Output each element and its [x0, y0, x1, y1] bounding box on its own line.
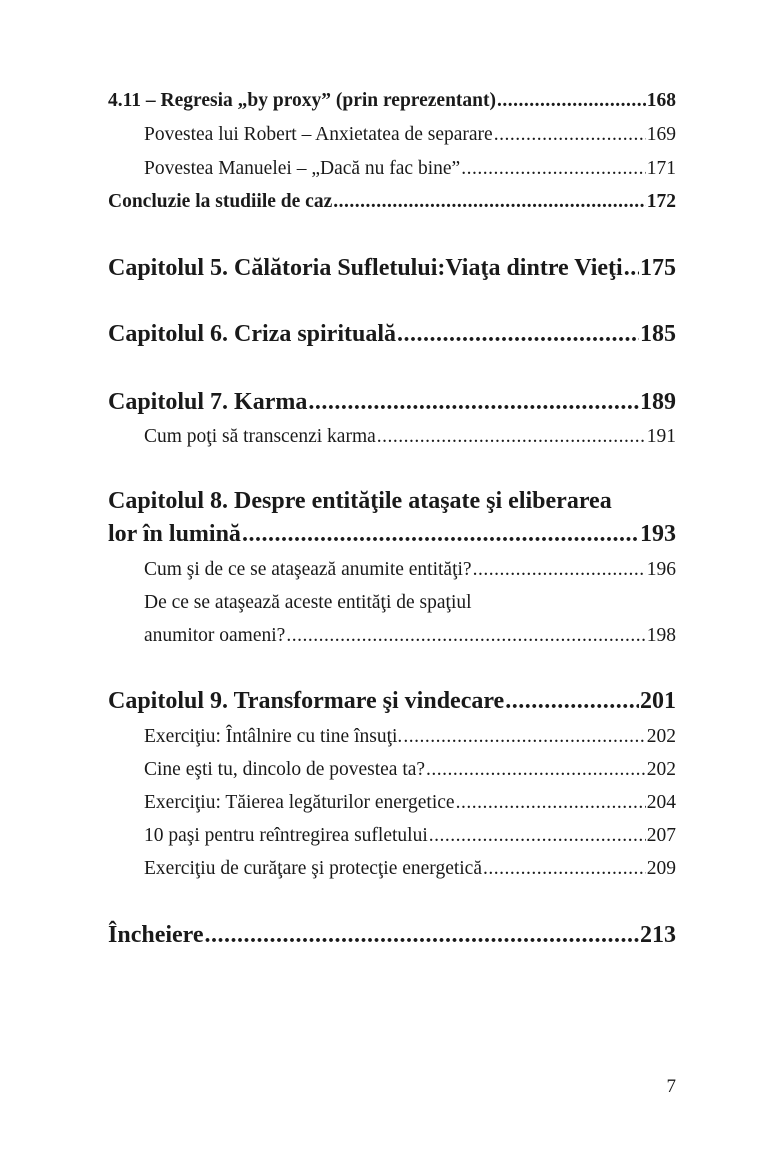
toc-page-number: 172 — [646, 191, 676, 212]
leader-dots — [333, 191, 646, 213]
toc-page-number: 207 — [646, 825, 676, 846]
toc-page-number: 209 — [646, 858, 676, 879]
page-folio-number: 7 — [666, 1076, 676, 1097]
toc-entry-cap9-e — [144, 858, 676, 880]
toc-chapter-title: Capitolul 6. Criza spirituală — [108, 321, 397, 347]
leader-dots — [505, 688, 639, 715]
toc-chapter-8 — [108, 521, 676, 548]
toc-page-number: 202 — [646, 759, 676, 780]
leader-dots — [242, 521, 639, 548]
toc-chapter-title: Capitolul 9. Transformare şi vindecare — [108, 688, 505, 714]
toc-entry-cap8-a — [144, 559, 676, 581]
toc-entry-4-11 — [108, 90, 676, 112]
toc-page-number: 171 — [646, 158, 676, 179]
toc-entry-manuela — [144, 158, 676, 180]
toc-page-number: 185 — [640, 321, 676, 347]
toc-entry-title: Cum şi de ce se ataşează anumite entităţi? — [144, 559, 472, 580]
leader-dots — [205, 922, 639, 949]
toc-entry-title: Concluzie la studiile de caz — [108, 191, 333, 212]
toc-page-number: 204 — [646, 792, 676, 813]
leader-dots — [461, 158, 646, 180]
toc-entry-title: 4.11 – Regresia „by proxy” (prin reprezentant) — [108, 90, 496, 111]
toc-entry-title: anumitor oameni? — [144, 625, 286, 646]
leader-dots — [456, 792, 646, 814]
leader-dots — [403, 726, 645, 748]
toc-chapter-5 — [108, 255, 676, 282]
leader-dots — [483, 858, 646, 880]
leader-dots — [377, 426, 646, 448]
toc-chapter-7 — [108, 389, 676, 416]
toc-chapter-title: Încheiere — [108, 922, 204, 948]
toc-page-number: 201 — [640, 688, 676, 714]
toc-page-number: 213 — [640, 922, 676, 948]
toc-page-number: 198 — [646, 625, 676, 646]
toc-chapter-8-line1: Capitolul 8. Despre entităţile ataşate şi eliberarea — [108, 488, 612, 514]
toc-entry-title: Exerciţiu de curăţare şi protecţie energetică — [144, 858, 482, 879]
toc-chapter-title: Capitolul 5. Călătoria Sufletului:Viaţa dintre Vieţi — [108, 255, 623, 281]
toc-entry-cap9-d — [144, 825, 676, 847]
leader-dots — [308, 389, 639, 416]
toc-entry-title: Exerciţiu: Întâlnire cu tine însuţi. — [144, 726, 403, 747]
toc-page-number: 191 — [646, 426, 676, 447]
toc-page-number: 169 — [646, 124, 676, 145]
leader-dots — [397, 321, 639, 348]
toc-entry-cap9-a — [144, 726, 676, 748]
toc-entry-title: 10 paşi pentru reîntregirea sufletului — [144, 825, 428, 846]
toc-entry-robert — [144, 124, 676, 146]
leader-dots — [426, 759, 646, 781]
toc-page-number: 168 — [646, 90, 676, 111]
toc-chapter-incheiere — [108, 922, 676, 949]
toc-page-number: 189 — [640, 389, 676, 415]
toc-entry-cap8-b-line1: De ce se ataşează aceste entităţi de spaţiul — [144, 592, 472, 613]
toc-page-number: 175 — [640, 255, 676, 281]
toc-entry-title: Povestea Manuelei – „Dacă nu fac bine” — [144, 158, 461, 179]
toc-chapter-6 — [108, 321, 676, 348]
leader-dots — [624, 255, 639, 282]
toc-chapter-title: lor în lumină — [108, 521, 241, 547]
toc-entry-title: Exerciţiu: Tăierea legăturilor energetice — [144, 792, 455, 813]
leader-dots — [286, 625, 645, 647]
toc-entry-karma — [144, 426, 676, 448]
toc-chapter-title: Capitolul 7. Karma — [108, 389, 308, 415]
toc-entry-cap9-c — [144, 792, 676, 814]
toc-page-number: 193 — [640, 521, 676, 547]
toc-chapter-9 — [108, 688, 676, 715]
toc-entry-concluzie — [108, 191, 676, 213]
toc-entry-cap8-b — [144, 625, 676, 647]
toc-page-number: 202 — [646, 726, 676, 747]
leader-dots — [473, 559, 646, 581]
leader-dots — [497, 90, 646, 112]
leader-dots — [429, 825, 646, 847]
toc-entry-title: Cum poţi să transcenzi karma — [144, 426, 376, 447]
toc-entry-title: Cine eşti tu, dincolo de povestea ta? — [144, 759, 426, 780]
toc-page-number: 196 — [646, 559, 676, 580]
leader-dots — [494, 124, 646, 146]
toc-entry-cap9-b — [144, 759, 676, 781]
toc-entry-title: Povestea lui Robert – Anxietatea de separare — [144, 124, 493, 145]
